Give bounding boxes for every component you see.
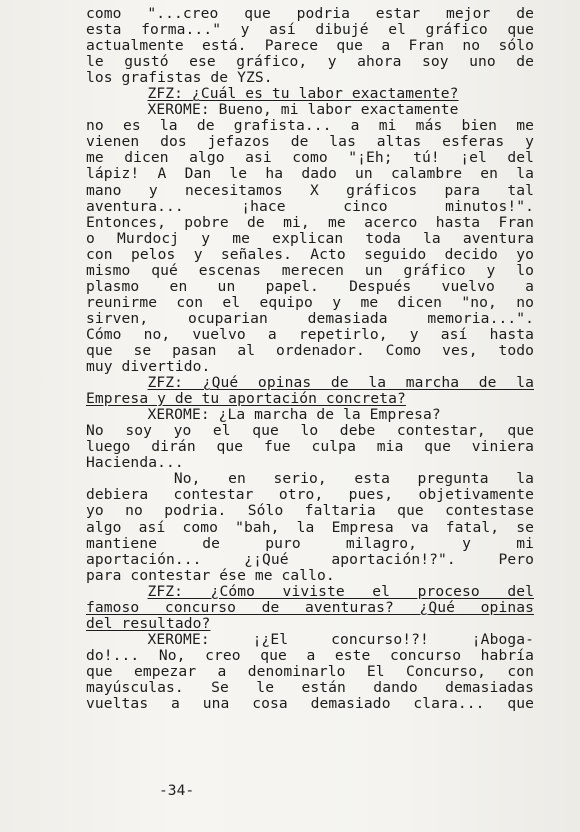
text-line: con pelos y señales. Acto seguido decido yo xyxy=(86,246,534,263)
text-line: lápiz! A Dan le ha dado un calambre en la xyxy=(86,166,534,183)
text-line: sirven, ocuparian demasiada memoria...". xyxy=(86,310,534,327)
text-line: XEROME: Bueno, mi labor exactamente xyxy=(147,102,459,119)
text-line: actualmente está. Parece que a Fran no sólo xyxy=(86,38,534,55)
text-line: plasmo en un papel. Después vuelvo a xyxy=(86,278,534,295)
text-line: me dicen algo asi como "¡Eh; tú! ¡el del xyxy=(86,150,534,167)
question-line: famoso concurso de aventuras? ¿Qué opinas xyxy=(86,599,534,616)
text-line: vueltas a una cosa demasiado clara... que xyxy=(86,696,534,713)
text-line: No, en serio, esta pregunta la xyxy=(173,471,534,488)
text-line: para contestar ése me callo. xyxy=(86,567,335,584)
text-line: aportación... ¿¡Qué aportación!?". Pero xyxy=(86,551,534,568)
text-line: o Murdocj y me explican toda la aventura xyxy=(86,230,534,247)
text-line: No soy yo el que lo debe contestar, que xyxy=(86,423,534,440)
text-line: mayúsculas. Se le están dando demasiadas xyxy=(86,679,534,696)
text-line: mano y necesitamos X gráficos para tal xyxy=(86,182,534,199)
page-number: -34- xyxy=(159,782,195,799)
text-line: los grafistas de YZS. xyxy=(86,70,273,87)
text-line: mantiene de puro milagro, y mi xyxy=(86,535,534,552)
question-line: ZFZ: ¿Qué opinas de la marcha de la xyxy=(147,375,534,392)
text-line: Cómo no, vuelvo a repetirlo, y así hasta xyxy=(86,326,534,343)
text-line: muy divertido. xyxy=(86,359,211,376)
text-line: le gustó ese gráfico, y ahora soy uno de xyxy=(86,54,534,71)
text-line: yo no podria. Sólo faltaria que contestase xyxy=(86,503,534,520)
text-line: vienen dos jefazos de las altas esferas y xyxy=(86,134,534,151)
text-line: Hacienda... xyxy=(86,455,184,472)
text-line: que empezar a denominarlo El Concurso, con xyxy=(86,663,534,680)
question-line: del resultado? xyxy=(86,615,211,632)
question-line: ZFZ: ¿Cuál es tu labor exactamente? xyxy=(147,86,459,103)
text-line: luego dirán que fue culpa mia que viniera xyxy=(86,439,534,456)
interview-text xyxy=(86,6,534,712)
text-line: reunirme con el equipo y me dicen "no, no xyxy=(86,294,534,311)
text-line: Entonces, pobre de mi, me acerco hasta Fran xyxy=(86,214,534,231)
text-line: no es la de grafista... a mi más bien me xyxy=(86,118,534,135)
question-line: Empresa y de tu aportación concreta? xyxy=(86,391,406,408)
text-line: esta forma..." y así dibujé el gráfico que xyxy=(86,22,534,39)
text-line: algo así como "bah, la Empresa va fatal, se xyxy=(86,519,534,536)
text-line: do!... No, creo que a este concurso habría xyxy=(86,647,534,664)
text-line: como "...creo que podria estar mejor de xyxy=(86,6,534,22)
question-line: ZFZ: ¿Cómo viviste el proceso del xyxy=(147,583,534,600)
text-line: que se pasan al ordenador. Como ves, todo xyxy=(86,342,534,359)
text-line: mismo qué escenas merecen un gráfico y lo xyxy=(86,262,534,279)
text-line: aventura... ¡hace cinco minutos!". xyxy=(86,198,534,215)
text-line: XEROME: ¿La marcha de la Empresa? xyxy=(147,407,441,424)
text-line: debiera contestar otro, pues, objetivamente xyxy=(86,487,534,504)
text-line: XEROME: ¡¿El concurso!?! ¡Aboga- xyxy=(147,631,534,648)
